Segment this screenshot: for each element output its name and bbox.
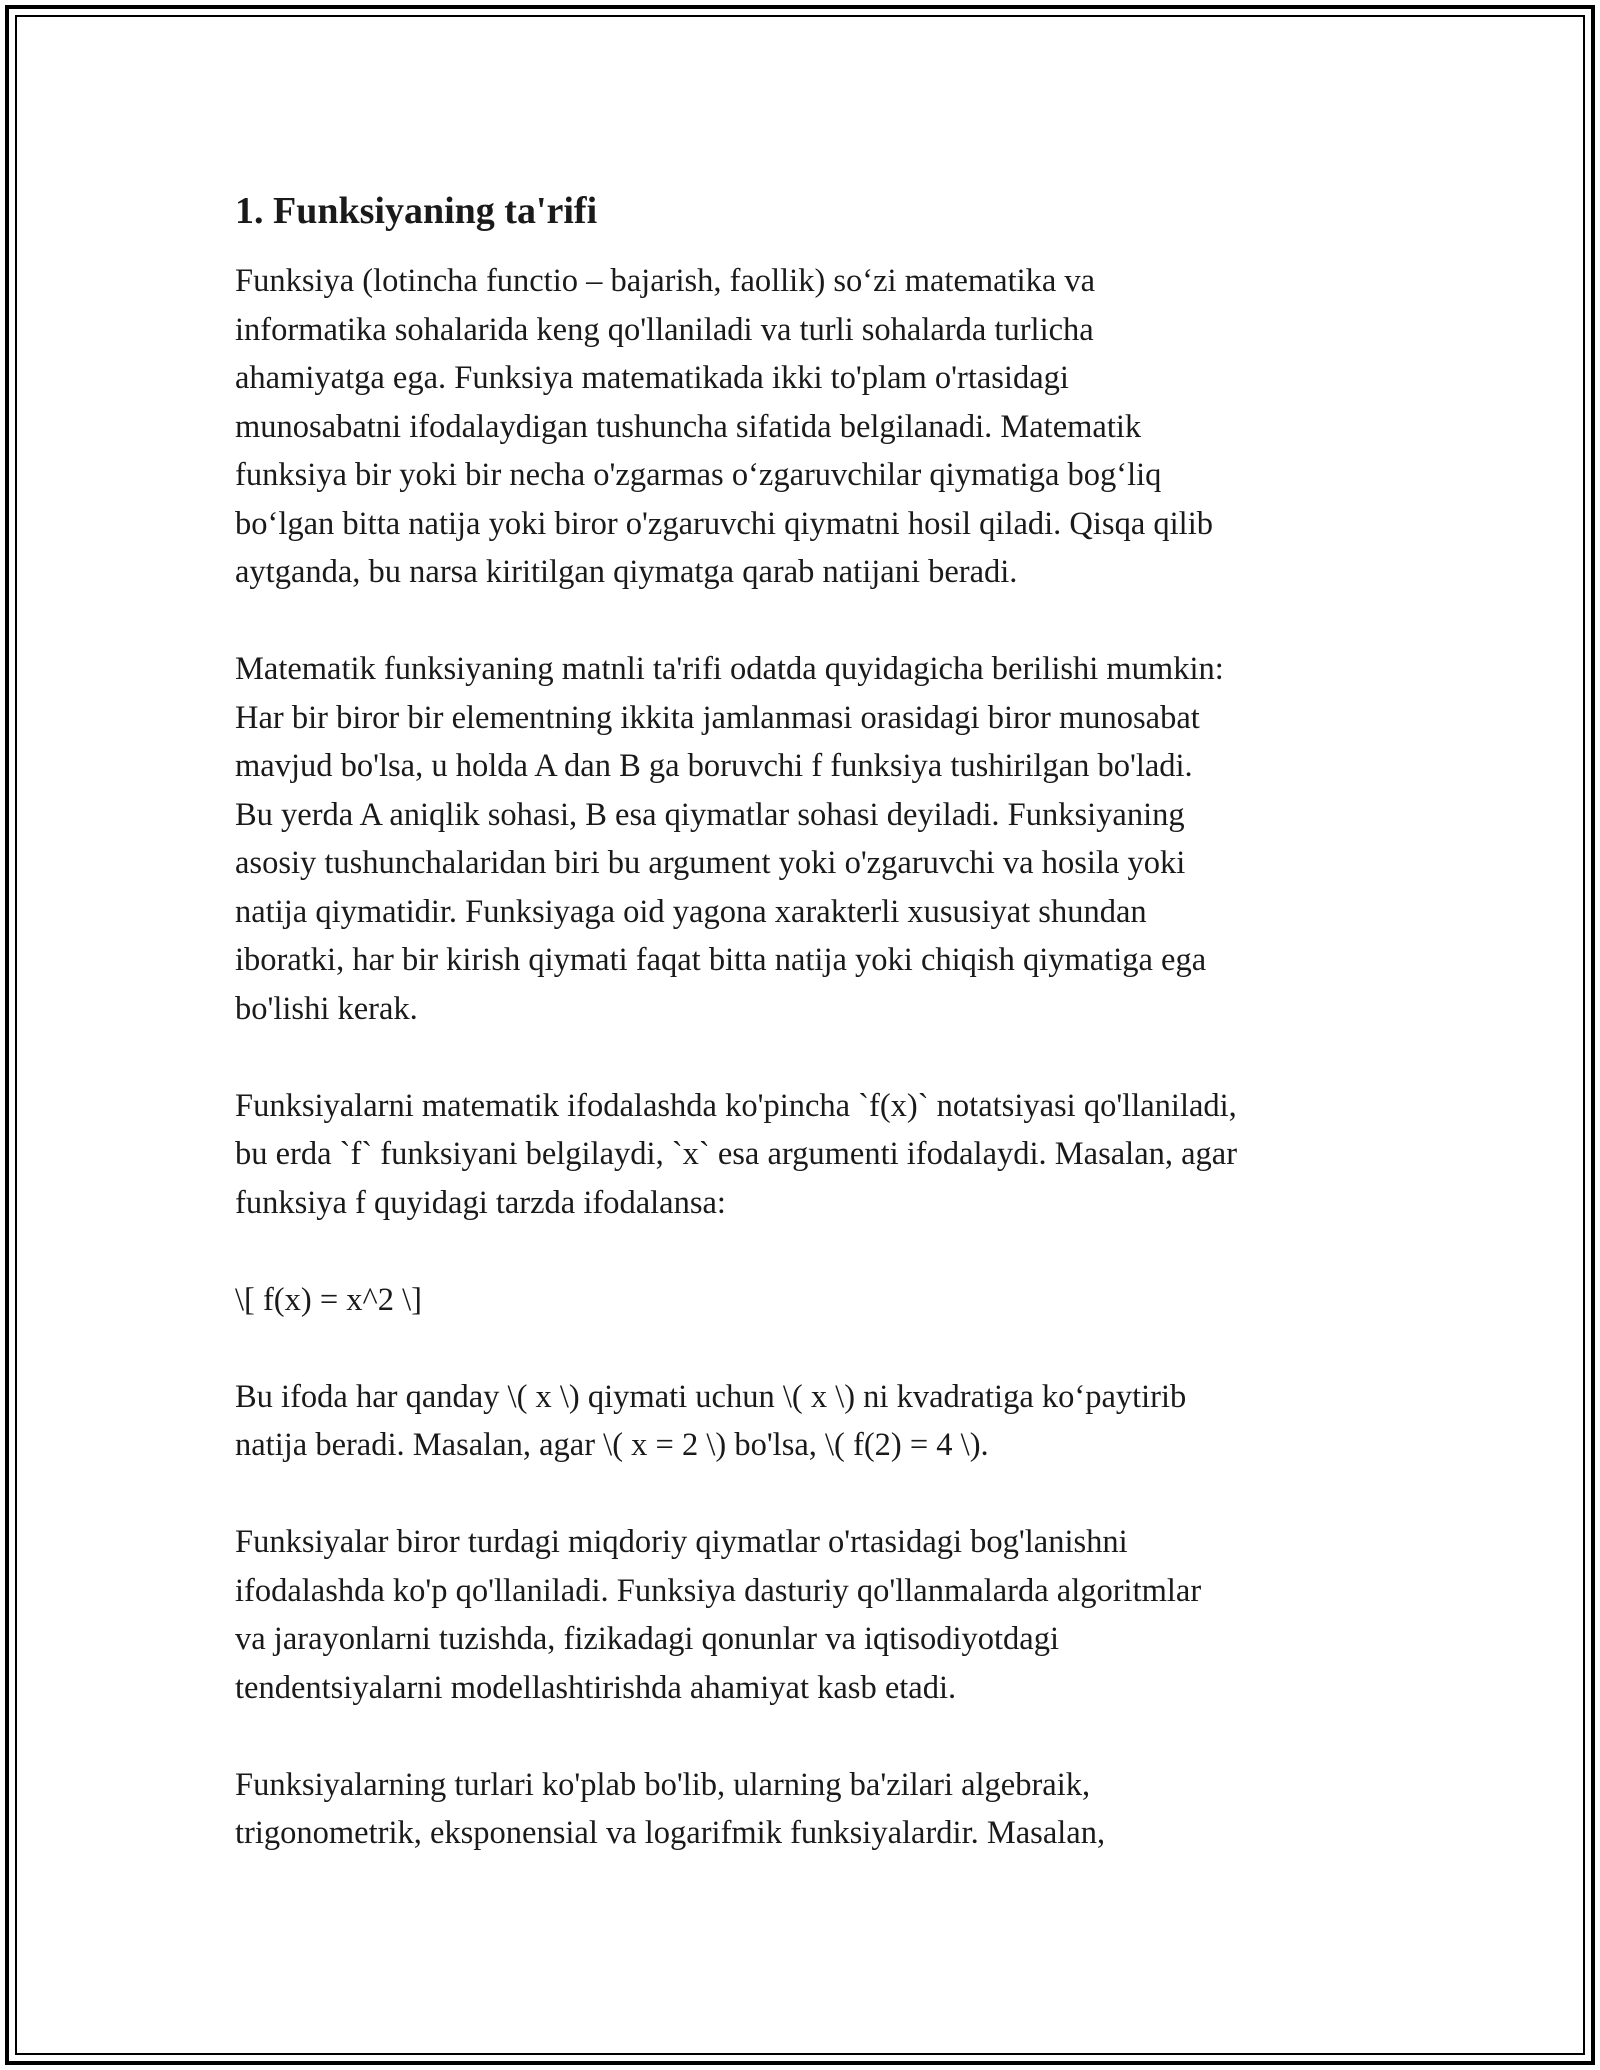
paragraph-definition-intro: Funksiya (lotincha functio – bajarish, faollik) so‘zi matematika va informatika sohalarida keng qo'llaniladi va turli sohalarda turlicha ahamiyatga ega. Funksiya matematikada ikki to'plam o'rtasidagi munosabatni ifodalaydigan tushuncha sifatida belgilanadi. Matematik funksiya bir yoki bir necha o'zgarmas o‘zgaruvchilar qiymatiga bog‘liq bo‘lgan bitta natija yoki biror o'zgaruvchi qiymatni hosil qiladi. Qisqa qilib aytganda, bu narsa kiritilgan qiymatga qarab natijani beradi. [235,263,1213,590]
paragraph-applications: Funksiyalar biror turdagi miqdoriy qiymatlar o'rtasidagi bog'lanishni ifodalashda ko'p qo'llaniladi. Funksiya dasturiy qo'llanmalarda algoritmlar va jarayonlarni tuzishda, fizikadagi qonunlar va iqtisodiyotdagi tendentsiyalarni modellashtirishda ahamiyat kasb etadi. [235,1524,1202,1706]
formula-line: \[ f(x) = x^2 \] [235,1281,423,1318]
paragraph-example: Bu ifoda har qanday \( x \) qiymati uchun \( x \) ni kvadratiga ko‘paytirib natija beradi. Masalan, agar \( x = 2 \) bo'lsa, \( f(2) = 4 \). [235,1378,1187,1463]
paragraph-notation: Funksiyalarni matematik ifodalashda ko'pincha `f(x)` notatsiyasi qo'llaniladi, bu erda `f` funksiyani belgilaydi, `x` esa argumenti ifodalaydi. Masalan, agar funksiya f quyidagi tarzda ifodalansa: [235,1087,1238,1221]
document-body [235,185,1385,1906]
paragraph-textual-definition: Matematik funksiyaning matnli ta'rifi odatda quyidagicha berilishi mumkin: Har bir biror bir elementning ikkita jamlanmasi orasidagi biror munosabat mavjud bo'lsa, u holda A dan B ga boruvchi f funksiya tushirilgan bo'ladi. Bu yerda A aniqlik sohasi, B esa qiymatlar sohasi deyiladi. Funksiyaning asosiy tushunchalaridan biri bu argument yoki o'zgaruvchi va hosila yoki natija qiymatidir. Funksiyaga oid yagona xarakterli xususiyat shundan iboratki, har bir kirish qiymati faqat bitta natija yoki chiqish qiymatiga ega bo'lishi kerak. [235,651,1224,1027]
section-heading: 1. Funksiyaning ta'rifi [235,190,598,232]
paragraph-function-types: Funksiyalarning turlari ko'plab bo'lib, ularning ba'zilari algebraik, trigonometrik, eksponensial va logarifmik funksiyalardir. Masalan, [235,1766,1106,1851]
